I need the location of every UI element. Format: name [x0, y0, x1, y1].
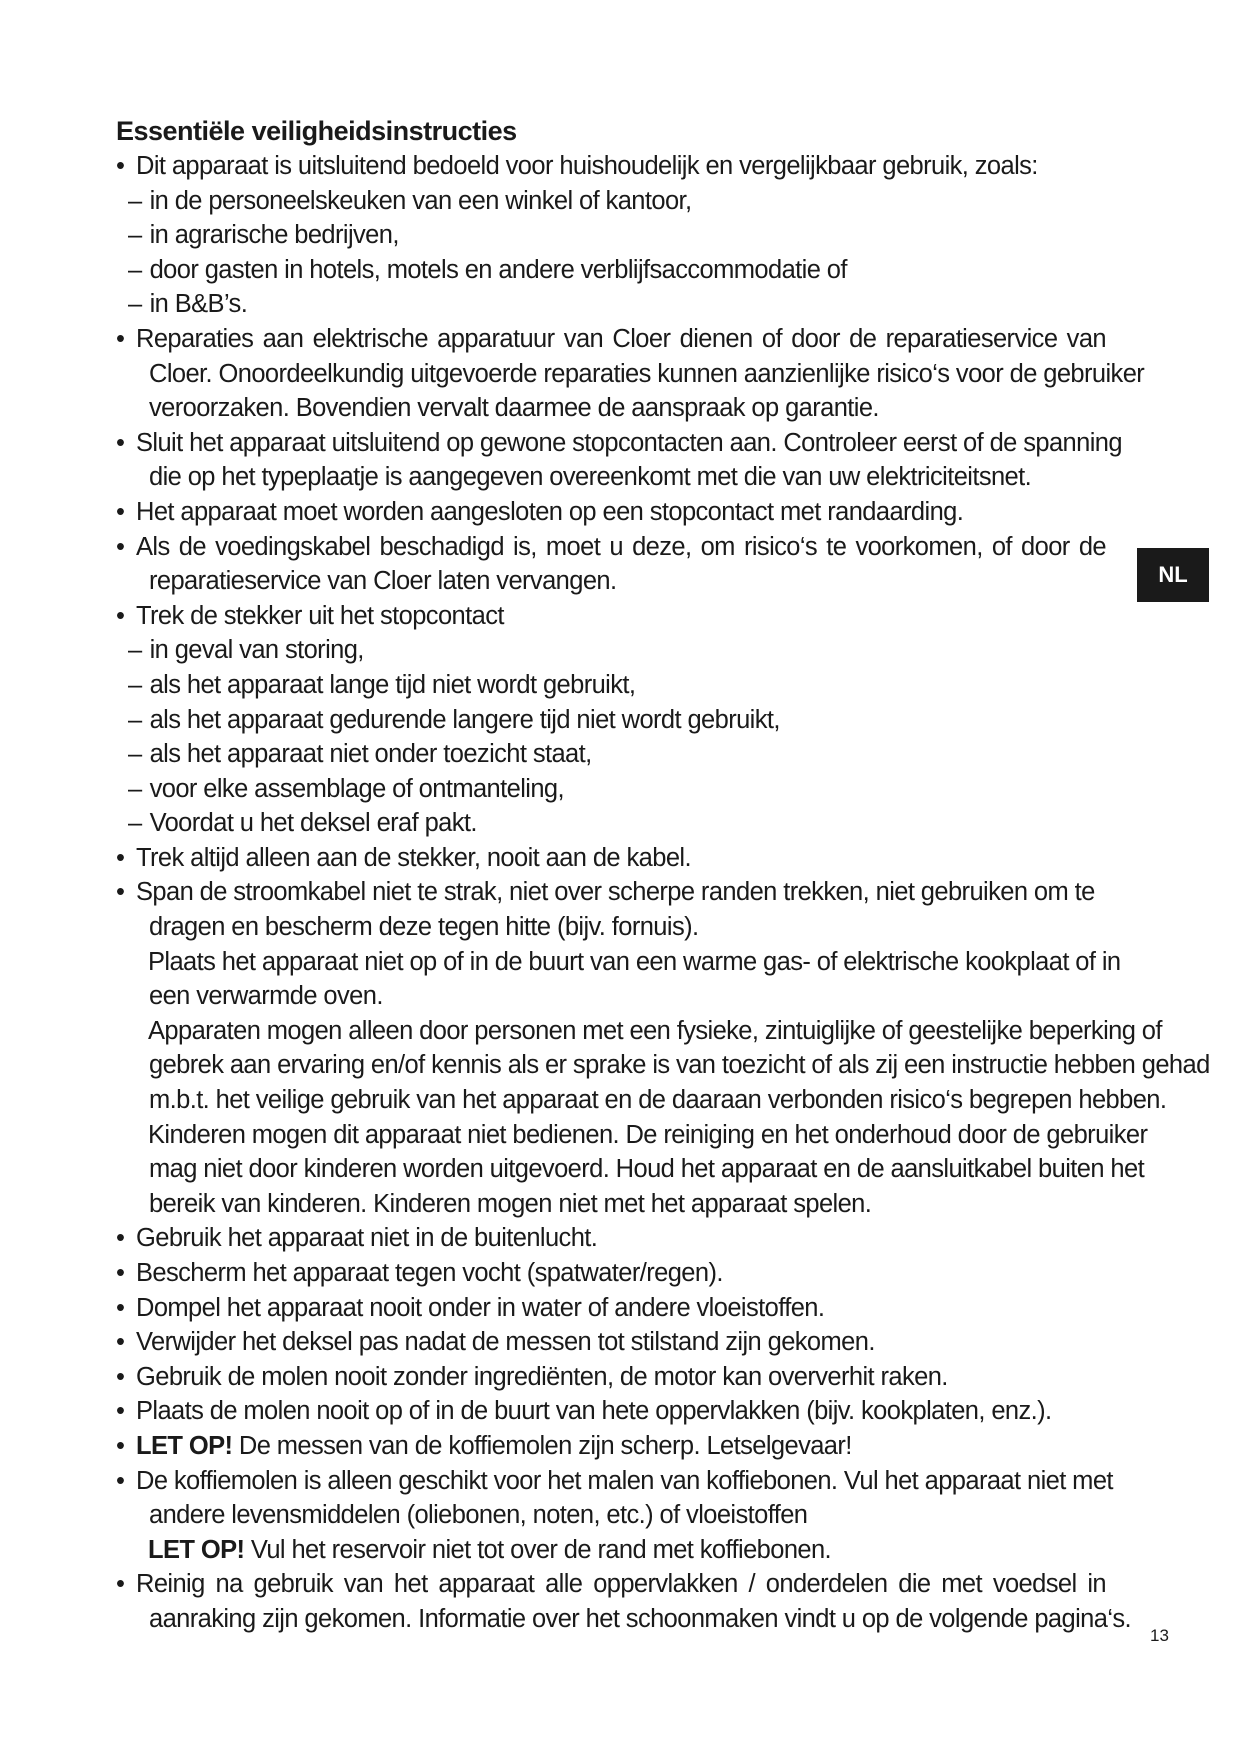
sub-item [116, 184, 1136, 219]
bullet-item [116, 322, 1106, 357]
continuation-line [116, 1083, 1167, 1118]
line-text: m.b.t. het veilige gebruik van het apparaat en de daaraan verbonden risico‘s begrepen hebben. [149, 1086, 1167, 1115]
line-text: Het apparaat moet worden aangesloten op een stopcontact met randaarding. [136, 497, 964, 526]
sub-item [116, 737, 1136, 772]
line-text: in geval van storing, [149, 636, 364, 665]
line-text: Voordat u het deksel eraf pakt. [149, 809, 477, 838]
bullet-item [116, 149, 1136, 184]
line-text: De messen van de koffiemolen zijn scherp. Letselgevaar! [232, 1431, 852, 1460]
continuation-line [116, 979, 1136, 1014]
line-text: in agrarische bedrijven, [149, 221, 399, 250]
sub-item [116, 287, 1136, 322]
sub-item [116, 772, 1136, 807]
sub-item [116, 668, 1136, 703]
line-text: Span de stroomkabel niet te strak, niet over scherpe randen trekken, niet gebruiken om te [136, 878, 1095, 907]
line-text: reparatieservice van Cloer laten vervangen. [149, 567, 617, 596]
bullet-item [116, 875, 1136, 910]
line-text: als het apparaat lange tijd niet wordt gebruikt, [149, 670, 636, 699]
line-text: Trek altijd alleen aan de stekker, nooit aan de kabel. [136, 843, 691, 872]
line-text: Reinig na gebruik van het apparaat alle oppervlakken / onderdelen die met voedsel in [136, 1570, 1106, 1599]
line-text: Gebruik de molen nooit zonder ingrediënten, de motor kan oververhit raken. [136, 1362, 948, 1391]
line-text: veroorzaken. Bovendien vervalt daarmee de aanspraak op garantie. [149, 394, 879, 423]
bullet-item [116, 1567, 1106, 1602]
line-text: Kinderen mogen dit apparaat niet bedienen. De reiniging en het onderhoud door de gebruiker [148, 1120, 1148, 1149]
bullet-item [116, 1464, 1136, 1499]
bullet-item [116, 1394, 1136, 1429]
line-text: Verwijder het deksel pas nadat de messen tot stilstand zijn gekomen. [136, 1328, 875, 1357]
line-text: dragen en bescherm deze tegen hitte (bijv. fornuis). [149, 913, 699, 942]
continuation-line [116, 910, 1136, 945]
line-text: Reparaties aan elektrische apparatuur van Cloer dienen of door de reparatieservice van [136, 324, 1106, 353]
line-text: Dit apparaat is uitsluitend bedoeld voor huishoudelijk en vergelijkbaar gebruik, zoals: [136, 152, 1038, 180]
bullet-item [116, 1325, 1136, 1360]
line-text: Sluit het apparaat uitsluitend op gewone stopcontacten aan. Controleer eerst of de spanning [136, 428, 1122, 457]
sub-item [116, 633, 1136, 668]
continuation-line [116, 1187, 1136, 1222]
warning-label: LET OP! [148, 1535, 245, 1564]
line-text: Dompel het apparaat nooit onder in water of andere vloeistoffen. [136, 1293, 825, 1322]
line-text: als het apparaat niet onder toezicht staat, [149, 740, 592, 769]
line-text: Gebruik het apparaat niet in de buitenlucht. [136, 1224, 598, 1253]
bullet-item [116, 1291, 1136, 1326]
continuation-line [116, 564, 1136, 599]
continuation-line [116, 391, 1136, 426]
bullet-item [116, 1256, 1136, 1291]
bullet-item [116, 1118, 1148, 1153]
sub-item [116, 806, 1136, 841]
continuation-line [116, 460, 1136, 495]
line-text: andere levensmiddelen (oliebonen, noten, etc.) of vloeistoffen [149, 1501, 808, 1530]
line-text: in de personeelskeuken van een winkel of kantoor, [149, 186, 692, 215]
line-text: Plaats de molen nooit op of in de buurt van hete oppervlakken (bijv. kookplaten, enz.). [136, 1397, 1052, 1426]
line-text: Cloer. Onoordeelkundig uitgevoerde reparaties kunnen aanzienlijke risico‘s voor de gebruiker [149, 359, 1145, 388]
line-text: voor elke assemblage of ontmanteling, [149, 774, 564, 803]
bullet-item [116, 945, 1136, 980]
line-text: die op het typeplaatje is aangegeven overeenkomt met die van uw elektriciteitsnet. [149, 463, 1032, 492]
page-number: 13 [1150, 1626, 1169, 1645]
bullet-item [116, 1533, 1136, 1568]
bullet-item [116, 1429, 1136, 1464]
line-text: door gasten in hotels, motels en andere verblijfsaccommodatie of [149, 255, 847, 284]
line-text: in B&B’s. [149, 290, 248, 319]
continuation-line [116, 1152, 1145, 1187]
line-text: Als de voedingskabel beschadigd is, moet u deze, om risico‘s te voorkomen, of door de [136, 532, 1106, 561]
bullet-item [116, 1360, 1136, 1395]
bullet-item [116, 841, 1136, 876]
bullet-item [116, 1221, 1136, 1256]
language-tab: NL [1137, 548, 1209, 602]
line-text: Plaats het apparaat niet op of in de buurt van een warme gas- of elektrische kookplaat of in [148, 947, 1121, 976]
section-heading: Essentiële veiligheidsinstructies [116, 116, 517, 146]
line-text: een verwarmde oven. [149, 982, 383, 1011]
sub-item [116, 253, 1136, 288]
line-text: Vul het reservoir niet tot over de rand met koffiebonen. [244, 1535, 832, 1564]
bullet-item [116, 1014, 1162, 1049]
line-text: Bescherm het apparaat tegen vocht (spatwater/regen). [136, 1259, 723, 1287]
line-text: aanraking zijn gekomen. Informatie over het schoonmaken vindt u op de volgende pagina‘s. [149, 1604, 1132, 1633]
line-text: De koffiemolen is alleen geschikt voor het malen van koffiebonen. Vul het apparaat niet met [136, 1466, 1113, 1495]
line-text: bereik van kinderen. Kinderen mogen niet met het apparaat spelen. [149, 1189, 872, 1218]
line-text: als het apparaat gedurende langere tijd niet wordt gebruikt, [149, 705, 780, 734]
line-text: Trek de stekker uit het stopcontact [136, 601, 504, 630]
bullet-item [116, 530, 1106, 565]
bullet-item [116, 599, 1136, 634]
line-text: Apparaten mogen alleen door personen met een fysieke, zintuiglijke of geestelijke beperking of [148, 1016, 1162, 1045]
continuation-line [116, 1048, 1210, 1083]
continuation-line [116, 1602, 1136, 1637]
sub-item [116, 218, 1136, 253]
line-text: mag niet door kinderen worden uitgevoerd. Houd het apparaat en de aansluitkabel buiten het [149, 1155, 1145, 1184]
sub-item [116, 703, 1136, 738]
warning-label: LET OP! [136, 1431, 233, 1460]
continuation-line [116, 1498, 1136, 1533]
line-text: gebrek aan ervaring en/of kennis als er sprake is van toezicht of als zij een instructie hebben gehad [149, 1051, 1210, 1080]
continuation-line [116, 357, 1145, 392]
bullet-item [116, 495, 1136, 530]
bullet-item [116, 426, 1136, 461]
